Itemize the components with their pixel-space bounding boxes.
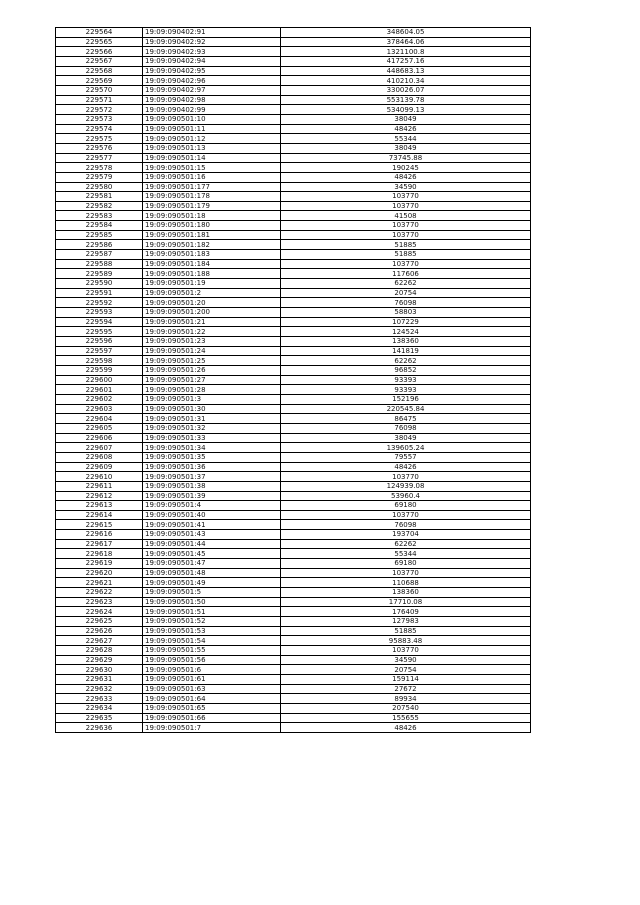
table-row: [56, 66, 531, 76]
row-number-cell: 229628: [56, 646, 143, 656]
cadastral-number-cell: 19:09:090501:41: [143, 520, 281, 530]
cadastral-value-cell: 48426: [281, 124, 531, 134]
cadastral-number-cell: 19:09:090501:177: [143, 182, 281, 192]
cadastral-value-cell: 348604.05: [281, 28, 531, 38]
cadastral-value-cell: 41508: [281, 211, 531, 221]
row-number-cell: 229622: [56, 588, 143, 598]
row-number-cell: 229577: [56, 153, 143, 163]
cadastral-value-cell: 27672: [281, 684, 531, 694]
row-number-cell: 229601: [56, 385, 143, 395]
table-row: [56, 491, 531, 501]
cadastral-number-cell: 19:09:090501:47: [143, 559, 281, 569]
table-row: [56, 37, 531, 47]
cadastral-value-cell: 48426: [281, 172, 531, 182]
cadastral-number-cell: 19:09:090501:2: [143, 288, 281, 298]
cadastral-value-cell: 48426: [281, 723, 531, 733]
table-row: [56, 568, 531, 578]
table-row: [56, 172, 531, 182]
table-row: [56, 452, 531, 462]
cadastral-value-cell: 124939.08: [281, 481, 531, 491]
cadastral-value-cell: 62262: [281, 356, 531, 366]
table-row: [56, 703, 531, 713]
cadastral-number-cell: 19:09:090501:13: [143, 143, 281, 153]
table-row: [56, 211, 531, 221]
row-number-cell: 229607: [56, 443, 143, 453]
table-row: [56, 617, 531, 627]
cadastral-number-cell: 19:09:090501:51: [143, 607, 281, 617]
table-row: [56, 28, 531, 38]
table-row: [56, 269, 531, 279]
table-row: [56, 317, 531, 327]
cadastral-number-cell: 19:09:090501:49: [143, 578, 281, 588]
table-row: [56, 472, 531, 482]
row-number-cell: 229613: [56, 501, 143, 511]
cadastral-number-cell: 19:09:090501:19: [143, 279, 281, 289]
row-number-cell: 229636: [56, 723, 143, 733]
cadastral-value-cell: 103770: [281, 259, 531, 269]
cadastral-value-cell: 38049: [281, 114, 531, 124]
row-number-cell: 229597: [56, 346, 143, 356]
table-row: [56, 423, 531, 433]
cadastral-value-cell: 103770: [281, 472, 531, 482]
table-body: [56, 28, 531, 733]
cadastral-value-cell: 69180: [281, 501, 531, 511]
cadastral-value-cell: 448683.13: [281, 66, 531, 76]
row-number-cell: 229629: [56, 655, 143, 665]
table-row: [56, 230, 531, 240]
row-number-cell: 229610: [56, 472, 143, 482]
cadastral-value-cell: 103770: [281, 646, 531, 656]
table-row: [56, 105, 531, 115]
cadastral-number-cell: 19:09:090501:34: [143, 443, 281, 453]
cadastral-number-cell: 19:09:090501:38: [143, 481, 281, 491]
cadastral-number-cell: 19:09:090501:37: [143, 472, 281, 482]
table-row: [56, 279, 531, 289]
row-number-cell: 229623: [56, 597, 143, 607]
cadastral-number-cell: 19:09:090501:36: [143, 462, 281, 472]
cadastral-value-cell: 89934: [281, 694, 531, 704]
cadastral-number-cell: 19:09:090501:188: [143, 269, 281, 279]
table-row: [56, 56, 531, 66]
table-row: [56, 520, 531, 530]
table-row: [56, 134, 531, 144]
cadastral-value-cell: 34590: [281, 655, 531, 665]
row-number-cell: 229584: [56, 221, 143, 231]
cadastral-number-cell: 19:09:090501:5: [143, 588, 281, 598]
cadastral-value-cell: 73745.88: [281, 153, 531, 163]
cadastral-number-cell: 19:09:090501:44: [143, 539, 281, 549]
table-row: [56, 298, 531, 308]
cadastral-number-cell: 19:09:090501:10: [143, 114, 281, 124]
row-number-cell: 229615: [56, 520, 143, 530]
cadastral-number-cell: 19:09:090501:64: [143, 694, 281, 704]
cadastral-value-cell: 38049: [281, 143, 531, 153]
row-number-cell: 229585: [56, 230, 143, 240]
row-number-cell: 229580: [56, 182, 143, 192]
table-row: [56, 433, 531, 443]
row-number-cell: 229626: [56, 626, 143, 636]
cadastral-number-cell: 19:09:090501:178: [143, 192, 281, 202]
table-row: [56, 626, 531, 636]
cadastral-value-cell: 207540: [281, 703, 531, 713]
cadastral-number-cell: 19:09:090501:11: [143, 124, 281, 134]
cadastral-value-cell: 79557: [281, 452, 531, 462]
cadastral-value-cell: 86475: [281, 414, 531, 424]
row-number-cell: 229617: [56, 539, 143, 549]
row-number-cell: 229574: [56, 124, 143, 134]
cadastral-value-cell: 155655: [281, 713, 531, 723]
cadastral-number-cell: 19:09:090501:22: [143, 327, 281, 337]
cadastral-number-cell: 19:09:090402:98: [143, 95, 281, 105]
cadastral-number-cell: 19:09:090501:45: [143, 549, 281, 559]
cadastral-number-cell: 19:09:090501:180: [143, 221, 281, 231]
table-row: [56, 674, 531, 684]
cadastral-value-table: [55, 27, 531, 733]
row-number-cell: 229630: [56, 665, 143, 675]
row-number-cell: 229633: [56, 694, 143, 704]
row-number-cell: 229591: [56, 288, 143, 298]
cadastral-number-cell: 19:09:090402:94: [143, 56, 281, 66]
cadastral-value-cell: 58803: [281, 308, 531, 318]
cadastral-value-cell: 176409: [281, 607, 531, 617]
table-row: [56, 76, 531, 86]
cadastral-value-cell: 103770: [281, 221, 531, 231]
cadastral-value-cell: 138360: [281, 337, 531, 347]
row-number-cell: 229593: [56, 308, 143, 318]
row-number-cell: 229594: [56, 317, 143, 327]
row-number-cell: 229621: [56, 578, 143, 588]
table-row: [56, 308, 531, 318]
cadastral-number-cell: 19:09:090501:30: [143, 404, 281, 414]
row-number-cell: 229578: [56, 163, 143, 173]
cadastral-value-cell: 107229: [281, 317, 531, 327]
table-row: [56, 124, 531, 134]
table-row: [56, 114, 531, 124]
table-row: [56, 559, 531, 569]
cadastral-number-cell: 19:09:090501:15: [143, 163, 281, 173]
cadastral-value-cell: 20754: [281, 288, 531, 298]
cadastral-value-cell: 141819: [281, 346, 531, 356]
row-number-cell: 229589: [56, 269, 143, 279]
cadastral-value-cell: 103770: [281, 568, 531, 578]
row-number-cell: 229565: [56, 37, 143, 47]
cadastral-number-cell: 19:09:090501:39: [143, 491, 281, 501]
cadastral-number-cell: 19:09:090501:32: [143, 423, 281, 433]
table-row: [56, 414, 531, 424]
cadastral-number-cell: 19:09:090501:184: [143, 259, 281, 269]
row-number-cell: 229603: [56, 404, 143, 414]
cadastral-number-cell: 19:09:090501:14: [143, 153, 281, 163]
cadastral-number-cell: 19:09:090501:48: [143, 568, 281, 578]
cadastral-value-cell: 55344: [281, 134, 531, 144]
table-row: [56, 646, 531, 656]
cadastral-value-cell: 534099.13: [281, 105, 531, 115]
table-row: [56, 530, 531, 540]
row-number-cell: 229588: [56, 259, 143, 269]
row-number-cell: 229571: [56, 95, 143, 105]
cadastral-number-cell: 19:09:090501:43: [143, 530, 281, 540]
table-row: [56, 394, 531, 404]
row-number-cell: 229564: [56, 28, 143, 38]
cadastral-number-cell: 19:09:090402:93: [143, 47, 281, 57]
cadastral-value-cell: 378464.06: [281, 37, 531, 47]
table-row: [56, 404, 531, 414]
cadastral-value-cell: 103770: [281, 192, 531, 202]
cadastral-number-cell: 19:09:090501:16: [143, 172, 281, 182]
cadastral-number-cell: 19:09:090501:61: [143, 674, 281, 684]
cadastral-number-cell: 19:09:090501:52: [143, 617, 281, 627]
cadastral-number-cell: 19:09:090501:12: [143, 134, 281, 144]
row-number-cell: 229624: [56, 607, 143, 617]
row-number-cell: 229599: [56, 365, 143, 375]
cadastral-number-cell: 19:09:090501:26: [143, 365, 281, 375]
row-number-cell: 229602: [56, 394, 143, 404]
cadastral-number-cell: 19:09:090501:50: [143, 597, 281, 607]
cadastral-value-cell: 553139.78: [281, 95, 531, 105]
row-number-cell: 229619: [56, 559, 143, 569]
row-number-cell: 229631: [56, 674, 143, 684]
cadastral-number-cell: 19:09:090402:96: [143, 76, 281, 86]
cadastral-number-cell: 19:09:090501:4: [143, 501, 281, 511]
cadastral-number-cell: 19:09:090501:31: [143, 414, 281, 424]
row-number-cell: 229635: [56, 713, 143, 723]
cadastral-value-cell: 38049: [281, 433, 531, 443]
table-row: [56, 346, 531, 356]
cadastral-value-cell: 20754: [281, 665, 531, 675]
row-number-cell: 229583: [56, 211, 143, 221]
cadastral-value-cell: 95883.48: [281, 636, 531, 646]
row-number-cell: 229632: [56, 684, 143, 694]
table-row: [56, 259, 531, 269]
row-number-cell: 229567: [56, 56, 143, 66]
row-number-cell: 229569: [56, 76, 143, 86]
row-number-cell: 229576: [56, 143, 143, 153]
table-row: [56, 636, 531, 646]
table-row: [56, 153, 531, 163]
cadastral-value-cell: 53960.4: [281, 491, 531, 501]
cadastral-value-cell: 417257.16: [281, 56, 531, 66]
cadastral-value-cell: 51885: [281, 626, 531, 636]
row-number-cell: 229605: [56, 423, 143, 433]
cadastral-value-cell: 96852: [281, 365, 531, 375]
cadastral-number-cell: 19:09:090501:35: [143, 452, 281, 462]
cadastral-value-cell: 76098: [281, 298, 531, 308]
table-row: [56, 240, 531, 250]
row-number-cell: 229604: [56, 414, 143, 424]
cadastral-number-cell: 19:09:090501:25: [143, 356, 281, 366]
row-number-cell: 229598: [56, 356, 143, 366]
table-row: [56, 95, 531, 105]
table-row: [56, 182, 531, 192]
row-number-cell: 229612: [56, 491, 143, 501]
cadastral-number-cell: 19:09:090501:183: [143, 250, 281, 260]
table-row: [56, 356, 531, 366]
cadastral-value-cell: 190245: [281, 163, 531, 173]
table-row: [56, 549, 531, 559]
cadastral-value-cell: 152196: [281, 394, 531, 404]
row-number-cell: 229566: [56, 47, 143, 57]
table-row: [56, 288, 531, 298]
row-number-cell: 229625: [56, 617, 143, 627]
cadastral-number-cell: 19:09:090501:24: [143, 346, 281, 356]
row-number-cell: 229611: [56, 481, 143, 491]
table-row: [56, 597, 531, 607]
cadastral-number-cell: 19:09:090402:91: [143, 28, 281, 38]
table-row: [56, 462, 531, 472]
table-row: [56, 665, 531, 675]
table-row: [56, 221, 531, 231]
cadastral-value-cell: 76098: [281, 520, 531, 530]
cadastral-value-cell: 55344: [281, 549, 531, 559]
table-row: [56, 539, 531, 549]
cadastral-value-cell: 330026.07: [281, 85, 531, 95]
table-row: [56, 501, 531, 511]
row-number-cell: 229627: [56, 636, 143, 646]
cadastral-number-cell: 19:09:090402:95: [143, 66, 281, 76]
cadastral-number-cell: 19:09:090501:18: [143, 211, 281, 221]
cadastral-value-cell: 127983: [281, 617, 531, 627]
cadastral-value-cell: 69180: [281, 559, 531, 569]
cadastral-number-cell: 19:09:090501:182: [143, 240, 281, 250]
table-row: [56, 694, 531, 704]
table-row: [56, 163, 531, 173]
cadastral-number-cell: 19:09:090501:3: [143, 394, 281, 404]
cadastral-value-cell: 17710.08: [281, 597, 531, 607]
table-row: [56, 510, 531, 520]
table-row: [56, 443, 531, 453]
cadastral-value-cell: 138360: [281, 588, 531, 598]
cadastral-value-cell: 48426: [281, 462, 531, 472]
cadastral-number-cell: 19:09:090402:92: [143, 37, 281, 47]
cadastral-number-cell: 19:09:090501:181: [143, 230, 281, 240]
cadastral-value-cell: 193704: [281, 530, 531, 540]
row-number-cell: 229618: [56, 549, 143, 559]
cadastral-number-cell: 19:09:090501:66: [143, 713, 281, 723]
cadastral-number-cell: 19:09:090402:97: [143, 85, 281, 95]
cadastral-value-cell: 93393: [281, 385, 531, 395]
table-row: [56, 684, 531, 694]
cadastral-number-cell: 19:09:090501:200: [143, 308, 281, 318]
row-number-cell: 229587: [56, 250, 143, 260]
cadastral-value-cell: 110688: [281, 578, 531, 588]
cadastral-number-cell: 19:09:090501:40: [143, 510, 281, 520]
table-row: [56, 607, 531, 617]
table-row: [56, 723, 531, 733]
cadastral-value-cell: 117606: [281, 269, 531, 279]
table-row: [56, 143, 531, 153]
row-number-cell: 229600: [56, 375, 143, 385]
cadastral-value-cell: 103770: [281, 510, 531, 520]
row-number-cell: 229634: [56, 703, 143, 713]
row-number-cell: 229579: [56, 172, 143, 182]
row-number-cell: 229586: [56, 240, 143, 250]
row-number-cell: 229596: [56, 337, 143, 347]
cadastral-number-cell: 19:09:090501:28: [143, 385, 281, 395]
table-row: [56, 250, 531, 260]
cadastral-value-cell: 103770: [281, 201, 531, 211]
row-number-cell: 229570: [56, 85, 143, 95]
cadastral-value-cell: 1321100.8: [281, 47, 531, 57]
row-number-cell: 229595: [56, 327, 143, 337]
table-row: [56, 201, 531, 211]
table-row: [56, 327, 531, 337]
row-number-cell: 229616: [56, 530, 143, 540]
table-row: [56, 481, 531, 491]
cadastral-value-cell: 76098: [281, 423, 531, 433]
cadastral-value-cell: 159114: [281, 674, 531, 684]
table-row: [56, 375, 531, 385]
cadastral-number-cell: 19:09:090501:7: [143, 723, 281, 733]
row-number-cell: 229568: [56, 66, 143, 76]
cadastral-value-cell: 103770: [281, 230, 531, 240]
row-number-cell: 229582: [56, 201, 143, 211]
cadastral-number-cell: 19:09:090501:54: [143, 636, 281, 646]
cadastral-value-cell: 220545.84: [281, 404, 531, 414]
cadastral-number-cell: 19:09:090501:27: [143, 375, 281, 385]
row-number-cell: 229592: [56, 298, 143, 308]
cadastral-value-cell: 124524: [281, 327, 531, 337]
row-number-cell: 229614: [56, 510, 143, 520]
row-number-cell: 229581: [56, 192, 143, 202]
row-number-cell: 229573: [56, 114, 143, 124]
cadastral-value-cell: 93393: [281, 375, 531, 385]
table-row: [56, 588, 531, 598]
table-row: [56, 655, 531, 665]
table-row: [56, 713, 531, 723]
cadastral-number-cell: 19:09:090501:65: [143, 703, 281, 713]
cadastral-number-cell: 19:09:090501:21: [143, 317, 281, 327]
row-number-cell: 229590: [56, 279, 143, 289]
cadastral-value-cell: 51885: [281, 250, 531, 260]
table-row: [56, 47, 531, 57]
cadastral-number-cell: 19:09:090402:99: [143, 105, 281, 115]
row-number-cell: 229620: [56, 568, 143, 578]
table-row: [56, 385, 531, 395]
cadastral-value-cell: 410210.34: [281, 76, 531, 86]
cadastral-number-cell: 19:09:090501:6: [143, 665, 281, 675]
cadastral-number-cell: 19:09:090501:179: [143, 201, 281, 211]
cadastral-value-cell: 62262: [281, 279, 531, 289]
row-number-cell: 229575: [56, 134, 143, 144]
cadastral-value-cell: 51885: [281, 240, 531, 250]
cadastral-number-cell: 19:09:090501:63: [143, 684, 281, 694]
table-row: [56, 578, 531, 588]
cadastral-value-cell: 34590: [281, 182, 531, 192]
cadastral-number-cell: 19:09:090501:53: [143, 626, 281, 636]
cadastral-number-cell: 19:09:090501:56: [143, 655, 281, 665]
cadastral-number-cell: 19:09:090501:20: [143, 298, 281, 308]
table-row: [56, 337, 531, 347]
cadastral-number-cell: 19:09:090501:23: [143, 337, 281, 347]
table-row: [56, 85, 531, 95]
table-row: [56, 192, 531, 202]
row-number-cell: 229606: [56, 433, 143, 443]
table-row: [56, 365, 531, 375]
cadastral-value-cell: 62262: [281, 539, 531, 549]
row-number-cell: 229608: [56, 452, 143, 462]
cadastral-number-cell: 19:09:090501:33: [143, 433, 281, 443]
cadastral-number-cell: 19:09:090501:55: [143, 646, 281, 656]
row-number-cell: 229609: [56, 462, 143, 472]
cadastral-value-cell: 139605.24: [281, 443, 531, 453]
row-number-cell: 229572: [56, 105, 143, 115]
